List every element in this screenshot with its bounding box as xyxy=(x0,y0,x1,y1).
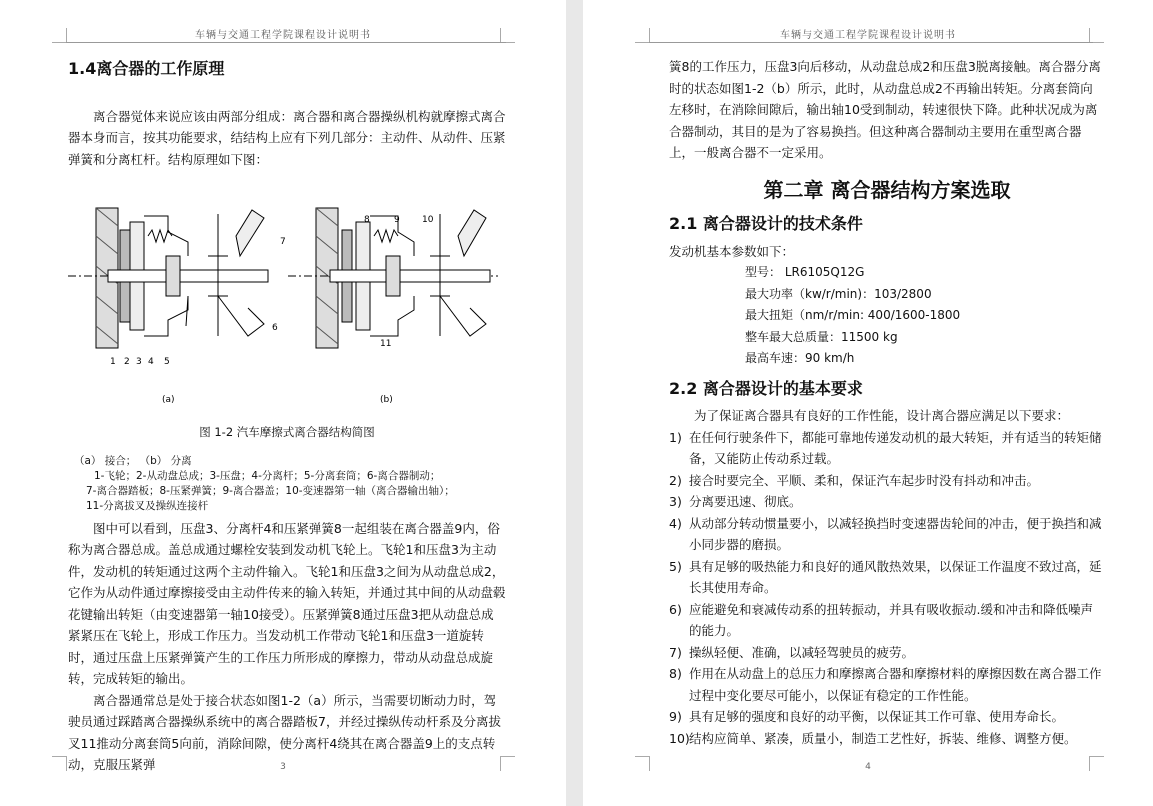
page-number: 3 xyxy=(280,762,286,772)
document-page-3 xyxy=(0,0,566,806)
paragraph: 发动机基本参数如下： xyxy=(669,243,795,259)
page-header: 车辆与交通工程学院课程设计说明书 xyxy=(195,30,371,41)
paragraph: 离合器觉体来说应该由两部分组成：离合器和离合器操纵机构就摩擦式离合器本身而言，按其功能要求，结结构上应有下列几部分：主动件、从动件、压紧弹簧和分离杠杆。结构原理如下图： xyxy=(68,108,506,167)
callout-label: 8 xyxy=(364,215,370,225)
clutch-pedal-shape xyxy=(236,210,264,256)
list-text: 结构应简单、紧凑，质量小，制造工艺性好，拆装、维修、调整方便。 xyxy=(689,730,1077,746)
chapter-title: 第二章 离合器结构方案选取 xyxy=(763,177,1011,202)
list-text: 接合时要完全、平顺、柔和，保证汽车起步时没有抖动和冲击。 xyxy=(689,472,1040,488)
list-number: 7) xyxy=(669,644,682,660)
paragraph: 离合器通常总是处于接合状态如图1-2（a）所示，当需要切断动力时，驾驶员通过踩踏离合器操纵系统中的离合器踏板7，并经过操纵传动杆系及分离拔叉11推动分离套筒5向前，消除间隙，使分离杆4绕其在离合器盖9上的支点转动，克服压紧弹 xyxy=(68,692,501,772)
callout-label: 2 xyxy=(124,357,130,367)
section-title: 1.4离合器的工作原理 xyxy=(68,59,225,78)
subfigure-label-a: (a) xyxy=(162,395,175,405)
figure-legend xyxy=(68,454,506,514)
subfigure-label-b: (b) xyxy=(380,395,393,405)
callout-label: 4 xyxy=(148,357,154,367)
figure-caption: 图 1-2 汽车摩擦式离合器结构简图 xyxy=(199,425,375,439)
list-item xyxy=(669,491,1105,513)
list-text: 具有足够的吸热能力和良好的通风散热效果，以保证工作温度不致过高，延长其使用寿命。 xyxy=(689,558,1102,595)
list-text: 从动部分转动惯量要小，以减轻换挡时变速器齿轮间的冲击，便于换挡和减小同步器的磨损。 xyxy=(689,515,1102,552)
section-title: 2.2 离合器设计的基本要求 xyxy=(669,378,863,398)
list-number: 9) xyxy=(669,709,682,724)
list-item xyxy=(669,663,1105,706)
callout-label: 10 xyxy=(422,215,434,225)
parameter-line: 最高车速：90 km/h xyxy=(745,351,855,365)
list-item xyxy=(669,470,1105,492)
header-rule xyxy=(66,42,506,43)
legend-line: 7-离合器踏板；8-压紧弹簧；9-离合器盖；10-变速器第一轴（离合器输出轴）； xyxy=(86,484,455,497)
list-text: 在任何行驶条件下，都能可靠地传递发动机的最大转矩，并有适当的转矩储备，又能防止传动系过载。 xyxy=(689,429,1102,466)
header-rule xyxy=(649,42,1093,43)
list-text: 作用在从动盘上的总压力和摩擦离合器和摩擦材料的摩擦因数在离合器工作过程中变化要尽可能小，以保证有稳定的工作性能。 xyxy=(689,666,1102,703)
list-item xyxy=(669,556,1105,599)
document-page-4 xyxy=(583,0,1153,806)
callout-label: 5 xyxy=(164,357,170,367)
callout-label: 1 xyxy=(110,357,116,367)
list-number: 3) xyxy=(669,494,682,509)
parameter-line: 最大扭矩（nm/r/min: 400/1600-1800 xyxy=(745,308,961,322)
list-item xyxy=(669,642,1105,664)
parameter-line: 型号： LR6105Q12G xyxy=(745,265,865,279)
parameter-line: 整车最大总质量：11500 kg xyxy=(745,329,898,344)
callout-label: 3 xyxy=(136,357,142,367)
section-title: 2.1 离合器设计的技术条件 xyxy=(669,214,863,233)
page3-body-top xyxy=(68,56,506,170)
release-sleeve-shape xyxy=(166,256,180,296)
list-text: 分离要迅速、彻底。 xyxy=(689,494,802,509)
paragraph: 为了保证离合器具有良好的工作性能，设计离合器应满足以下要求： xyxy=(694,408,1070,423)
list-number: 1) xyxy=(669,429,682,445)
list-item xyxy=(669,706,1105,728)
requirements-list xyxy=(669,427,1105,750)
legend-line: 11-分离拔叉及操纵连接杆 xyxy=(86,499,209,512)
list-number: 10) xyxy=(669,730,690,746)
list-number: 8) xyxy=(669,666,682,681)
callout-label: 9 xyxy=(394,215,400,225)
page4-body xyxy=(669,56,1105,749)
paragraph: 图中可以看到，压盘3、分离杆4和压紧弹簧8一起组装在离合器盖9内，俗称为离合器总成。盖总成通过螺栓安装到发动机飞轮上。飞轮1和压盘3为主动件，发动机的转矩通过这两个主动件输入。飞轮1和压盘3之间为从动盘总成2，它作为从动件通过摩擦接受由主动件传来的输入转矩，并通过其中间的从动盘毂花键输出转矩（由变速器第一轴10接受）。压紧弹簧8通过压盘3把从动盘总成紧紧压在飞轮上，形成工作压力。当发动机工作带动飞轮1和压盘3一道旋转时，通过压盘上压紧弹簧产生的工作压力所形成的摩擦力，带动从动盘总成旋转，完成转矩的输出。 xyxy=(68,520,506,686)
callout-label: 7 xyxy=(280,237,286,247)
list-item xyxy=(669,728,1105,750)
page3-body-bottom xyxy=(68,422,506,776)
legend-line: 1-飞轮；2-从动盘总成；3-压盘；4-分离杆；5-分离套筒；6-离合器制动； xyxy=(94,469,441,482)
clutch-structure-figure xyxy=(68,196,508,406)
parameter-line: 最大功率（kw/r/min)：103/2800 xyxy=(745,286,932,301)
list-item xyxy=(669,513,1105,556)
list-number: 6) xyxy=(669,601,682,617)
list-number: 5) xyxy=(669,558,682,574)
list-text: 具有足够的强度和良好的动平衡，以保证其工作可靠、使用寿命长。 xyxy=(689,709,1065,724)
paragraph: 簧8的工作压力，压盘3向后移动，从动盘总成2和压盘3脱离接触。离合器分离时的状态如图1-2（b）所示，此时，从动盘总成2不再输出转矩。分离套筒向左移时，在消除间隙后，输出轴10受到制动，转速很快下降。此种状况成为离合器制动，其目的是为了容易换挡。但这种离合器制动主要用在重型离合器上，一般离合器不一定采用。 xyxy=(669,59,1101,160)
list-number: 2) xyxy=(669,472,682,488)
page-header: 车辆与交通工程学院课程设计说明书 xyxy=(780,30,956,41)
legend-line: （a） 接合； （b） 分离 xyxy=(74,454,192,467)
engine-parameters xyxy=(669,262,1105,370)
list-number: 4) xyxy=(669,515,682,531)
list-text: 操纵轻便、准确，以减轻驾驶员的疲劳。 xyxy=(689,644,915,660)
list-item xyxy=(669,599,1105,642)
callout-label: 6 xyxy=(272,323,278,333)
callout-label: 11 xyxy=(380,339,392,349)
page-number: 4 xyxy=(865,762,871,772)
list-text: 应能避免和衰减传动系的扭转振动，并具有吸收振动.缓和冲击和降低噪声的能力。 xyxy=(689,601,1093,638)
list-item xyxy=(669,427,1105,470)
